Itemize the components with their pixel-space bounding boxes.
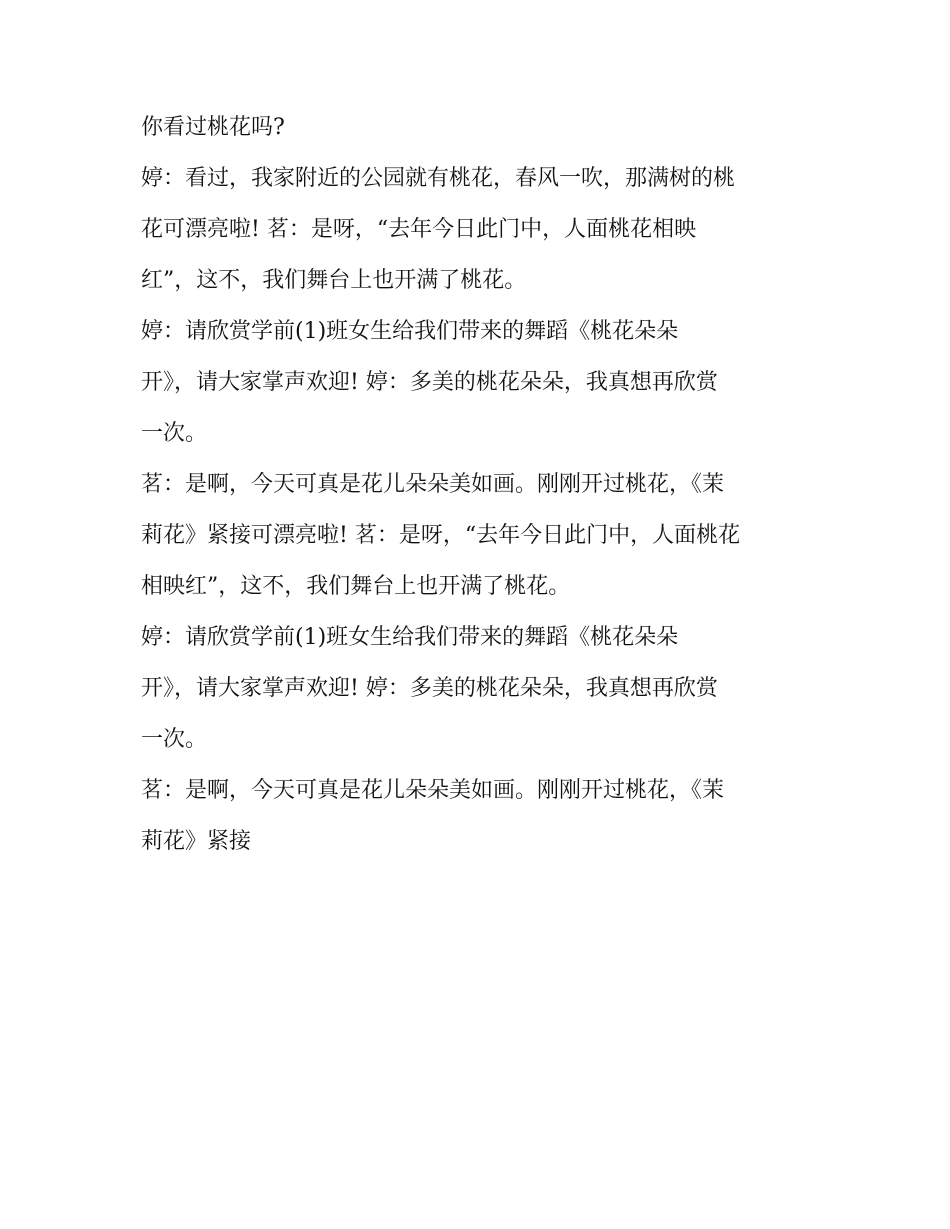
- text-line: 开》，请大家掌声欢迎! 婷：多美的桃花朵朵，我真想再欣赏: [141, 370, 718, 395]
- text-line: 婷：请欣赏学前(1)班女生给我们带来的舞蹈《桃花朵朵: [141, 319, 679, 344]
- text-line: 莉花》紧接: [141, 829, 252, 854]
- text-line: 一次。: [141, 727, 208, 752]
- text-line: 相映红”，这不，我们舞台上也开满了桃花。: [141, 574, 571, 599]
- text-line: 开》，请大家掌声欢迎! 婷：多美的桃花朵朵，我真想再欣赏: [141, 676, 718, 701]
- text-line: 茗：是啊，今天可真是花儿朵朵美如画。刚刚开过桃花，《茉: [141, 778, 725, 803]
- text-line: 你看过桃花吗?: [141, 115, 285, 140]
- text-line: 茗：是啊，今天可真是花儿朵朵美如画。刚刚开过桃花，《茉: [141, 472, 725, 497]
- text-line: 婷：请欣赏学前(1)班女生给我们带来的舞蹈《桃花朵朵: [141, 625, 679, 650]
- text-line: 莉花》紧接可漂亮啦! 茗：是呀，“去年今日此门中，人面桃花: [141, 523, 741, 548]
- text-line: 花可漂亮啦! 茗：是呀，“去年今日此门中，人面桃花相映: [141, 217, 697, 242]
- text-line: 婷：看过，我家附近的公园就有桃花，春风一吹，那满树的桃: [141, 166, 736, 191]
- text-line: 红”，这不，我们舞台上也开满了桃花。: [141, 268, 527, 293]
- text-line: 一次。: [141, 421, 208, 446]
- document-body: [141, 106, 821, 871]
